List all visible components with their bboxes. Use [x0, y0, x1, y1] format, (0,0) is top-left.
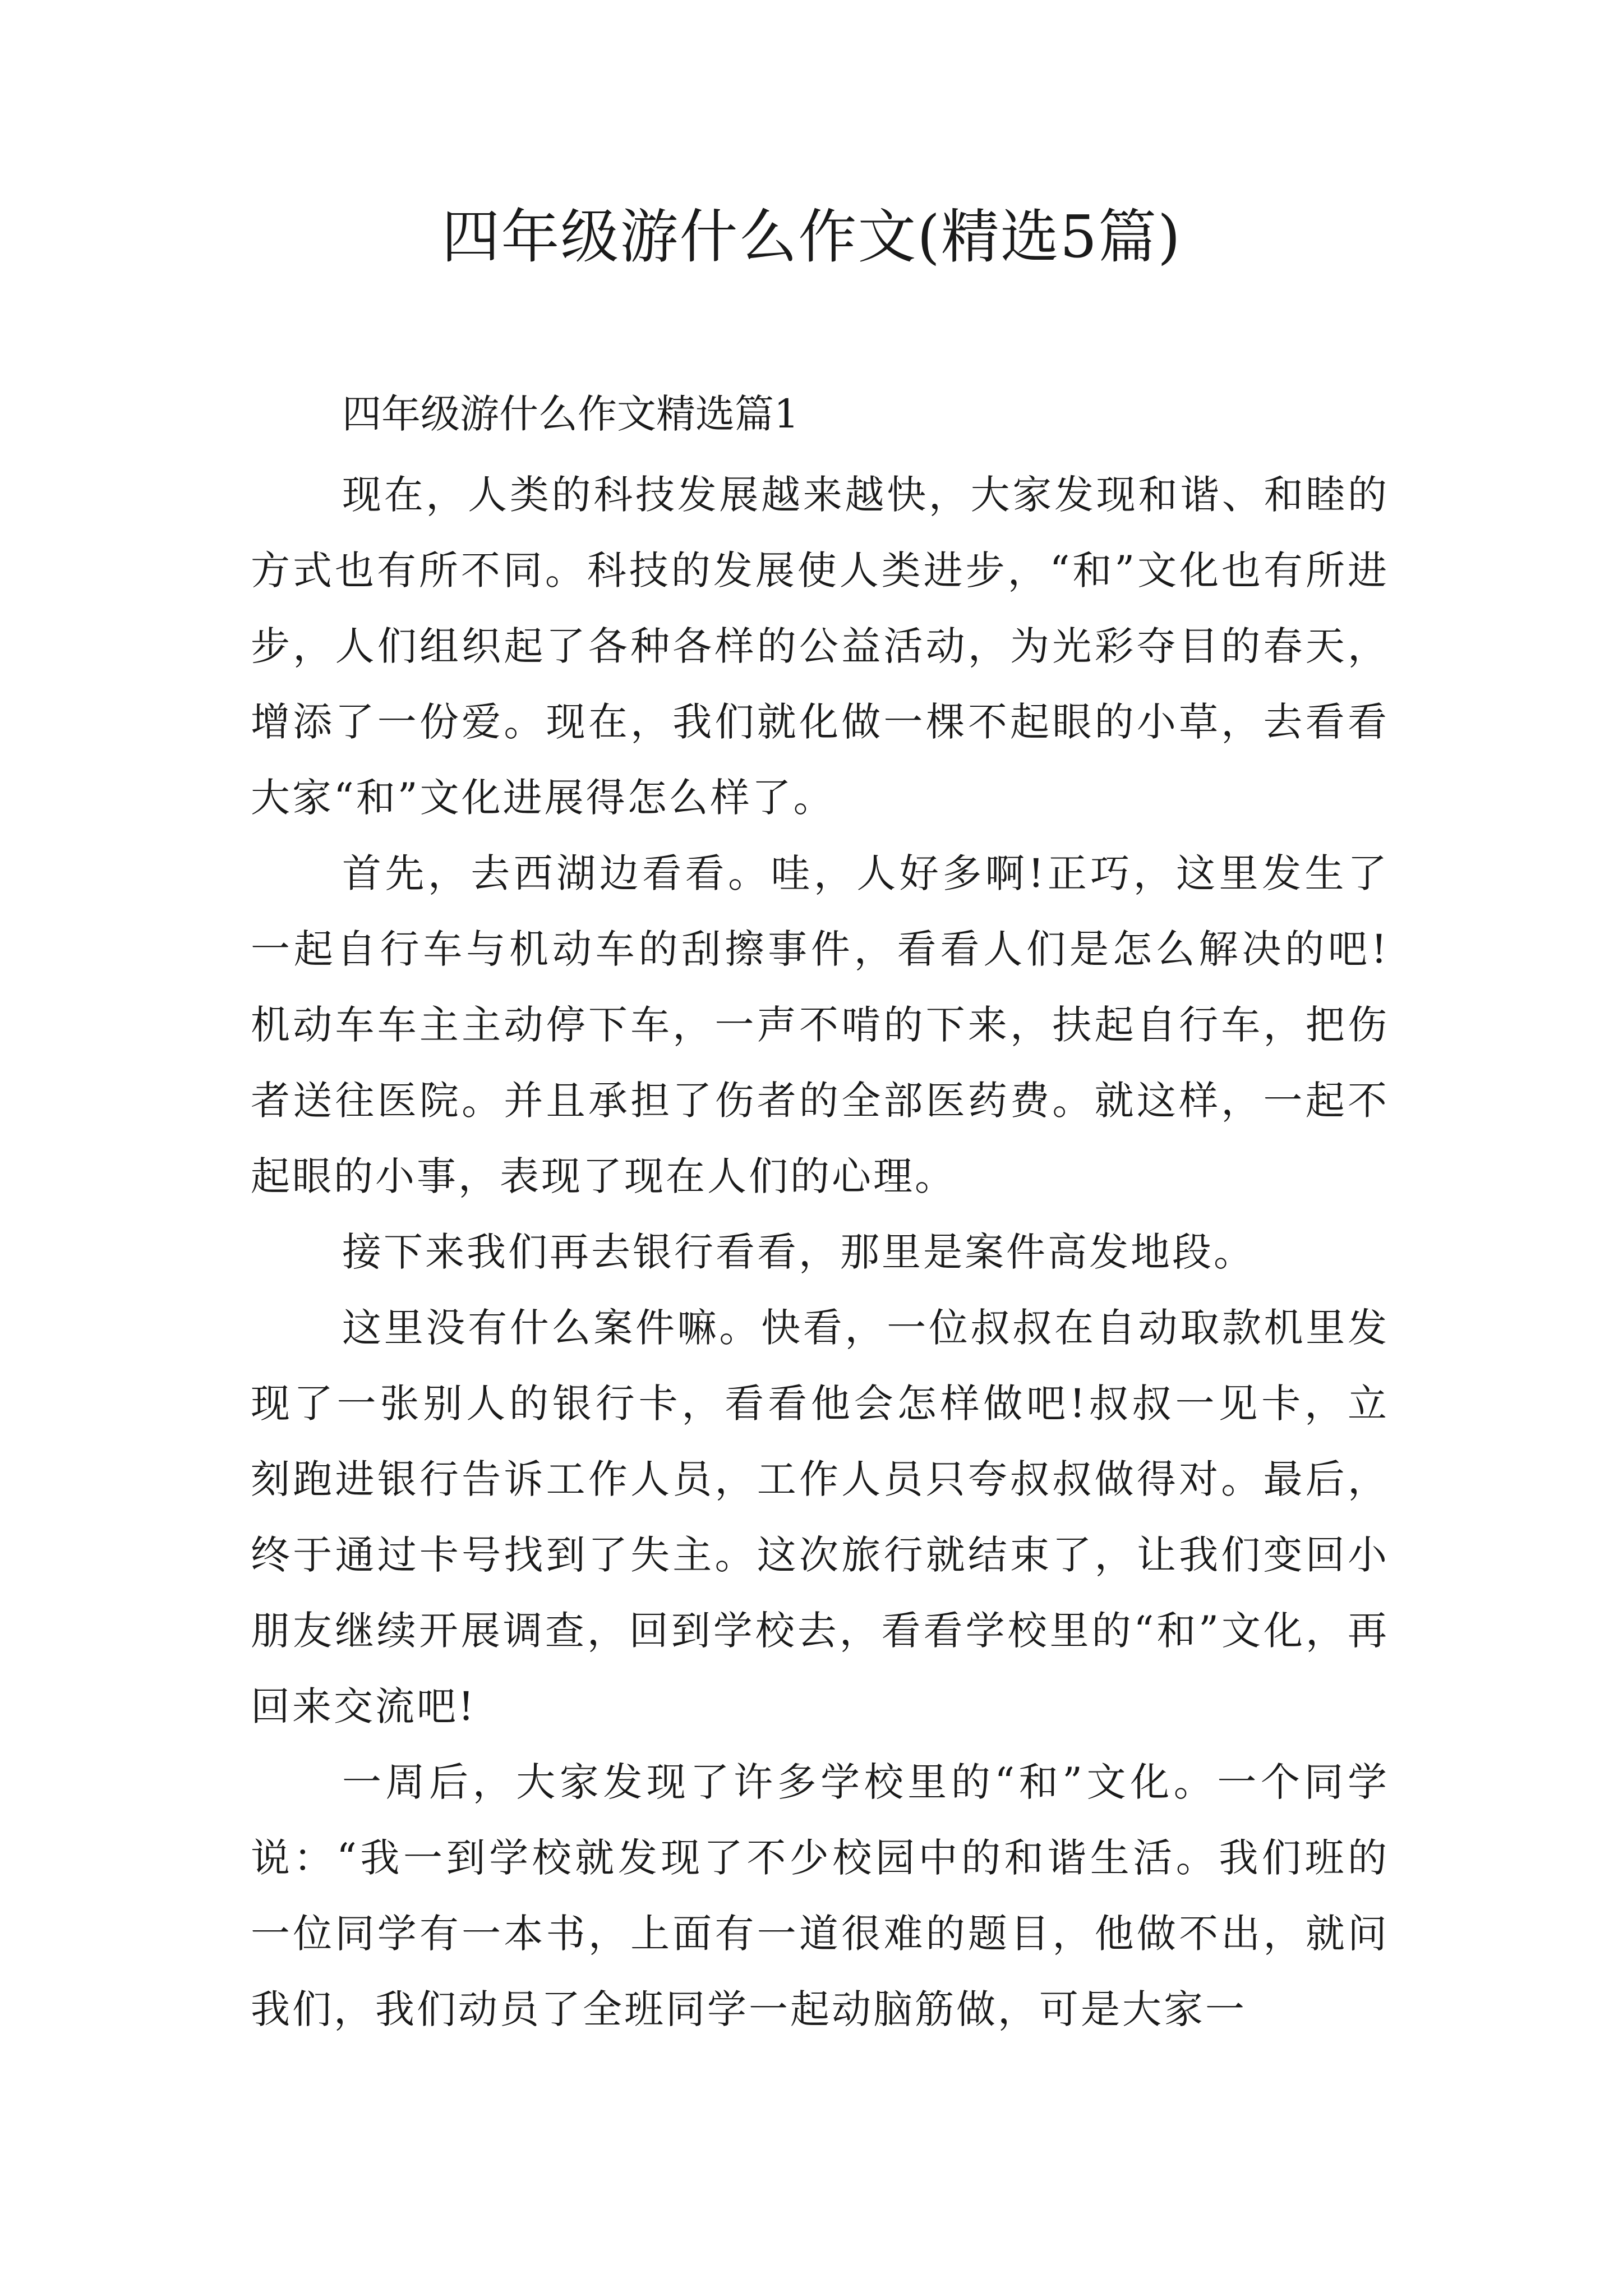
paragraph-5: 一周后，大家发现了许多学校里的“和”文化。一个同学说：“我一到学校就发现了不少校园中的和谐生活。我们班的一位同学有一本书，上面有一道很难的题目，他做不出，就问我们，我们动员了全班同学一起动脑筋做，可是大家一: [251, 1759, 1389, 2032]
paragraph-4: 这里没有什么案件嘛。快看，一位叔叔在自动取款机里发现了一张别人的银行卡，看看他会怎样做吧!叔叔一见卡，立刻跑进银行告诉工作人员，工作人员只夸叔叔做得对。最后，终于通过卡号找到了失主。这次旅行就结束了，让我们变回小朋友继续开展调查，回到学校去，看看学校里的“和”文化，再回来交流吧!: [251, 1305, 1389, 1729]
section-heading: 四年级游什么作文精选篇1: [342, 391, 799, 437]
paragraph-1: 现在，人类的科技发展越来越快，大家发现和谐、和睦的方式也有所不同。科技的发展使人类进步，“和”文化也有所进步，人们组织起了各种各样的公益活动，为光彩夺目的春天，增添了一份爱。现在，我们就化做一棵不起眼的小草，去看看大家“和”文化进展得怎么样了。: [251, 472, 1389, 821]
document-body: [251, 381, 1389, 2047]
paragraph-3: 接下来我们再去银行看看，那里是案件高发地段。: [342, 1229, 1255, 1275]
paragraph-2: 首先，去西湖边看看。哇，人好多啊!正巧，这里发生了一起自行车与机动车的刮擦事件，看看人们是怎么解决的吧!机动车车主主动停下车，一声不啃的下来，扶起自行车，把伤者送往医院。并且承担了伤者的全部医药费。就这样，一起不起眼的小事，表现了现在人们的心理。: [251, 850, 1389, 1199]
document-title: 四年级游什么作文(精选5篇): [441, 203, 1182, 271]
